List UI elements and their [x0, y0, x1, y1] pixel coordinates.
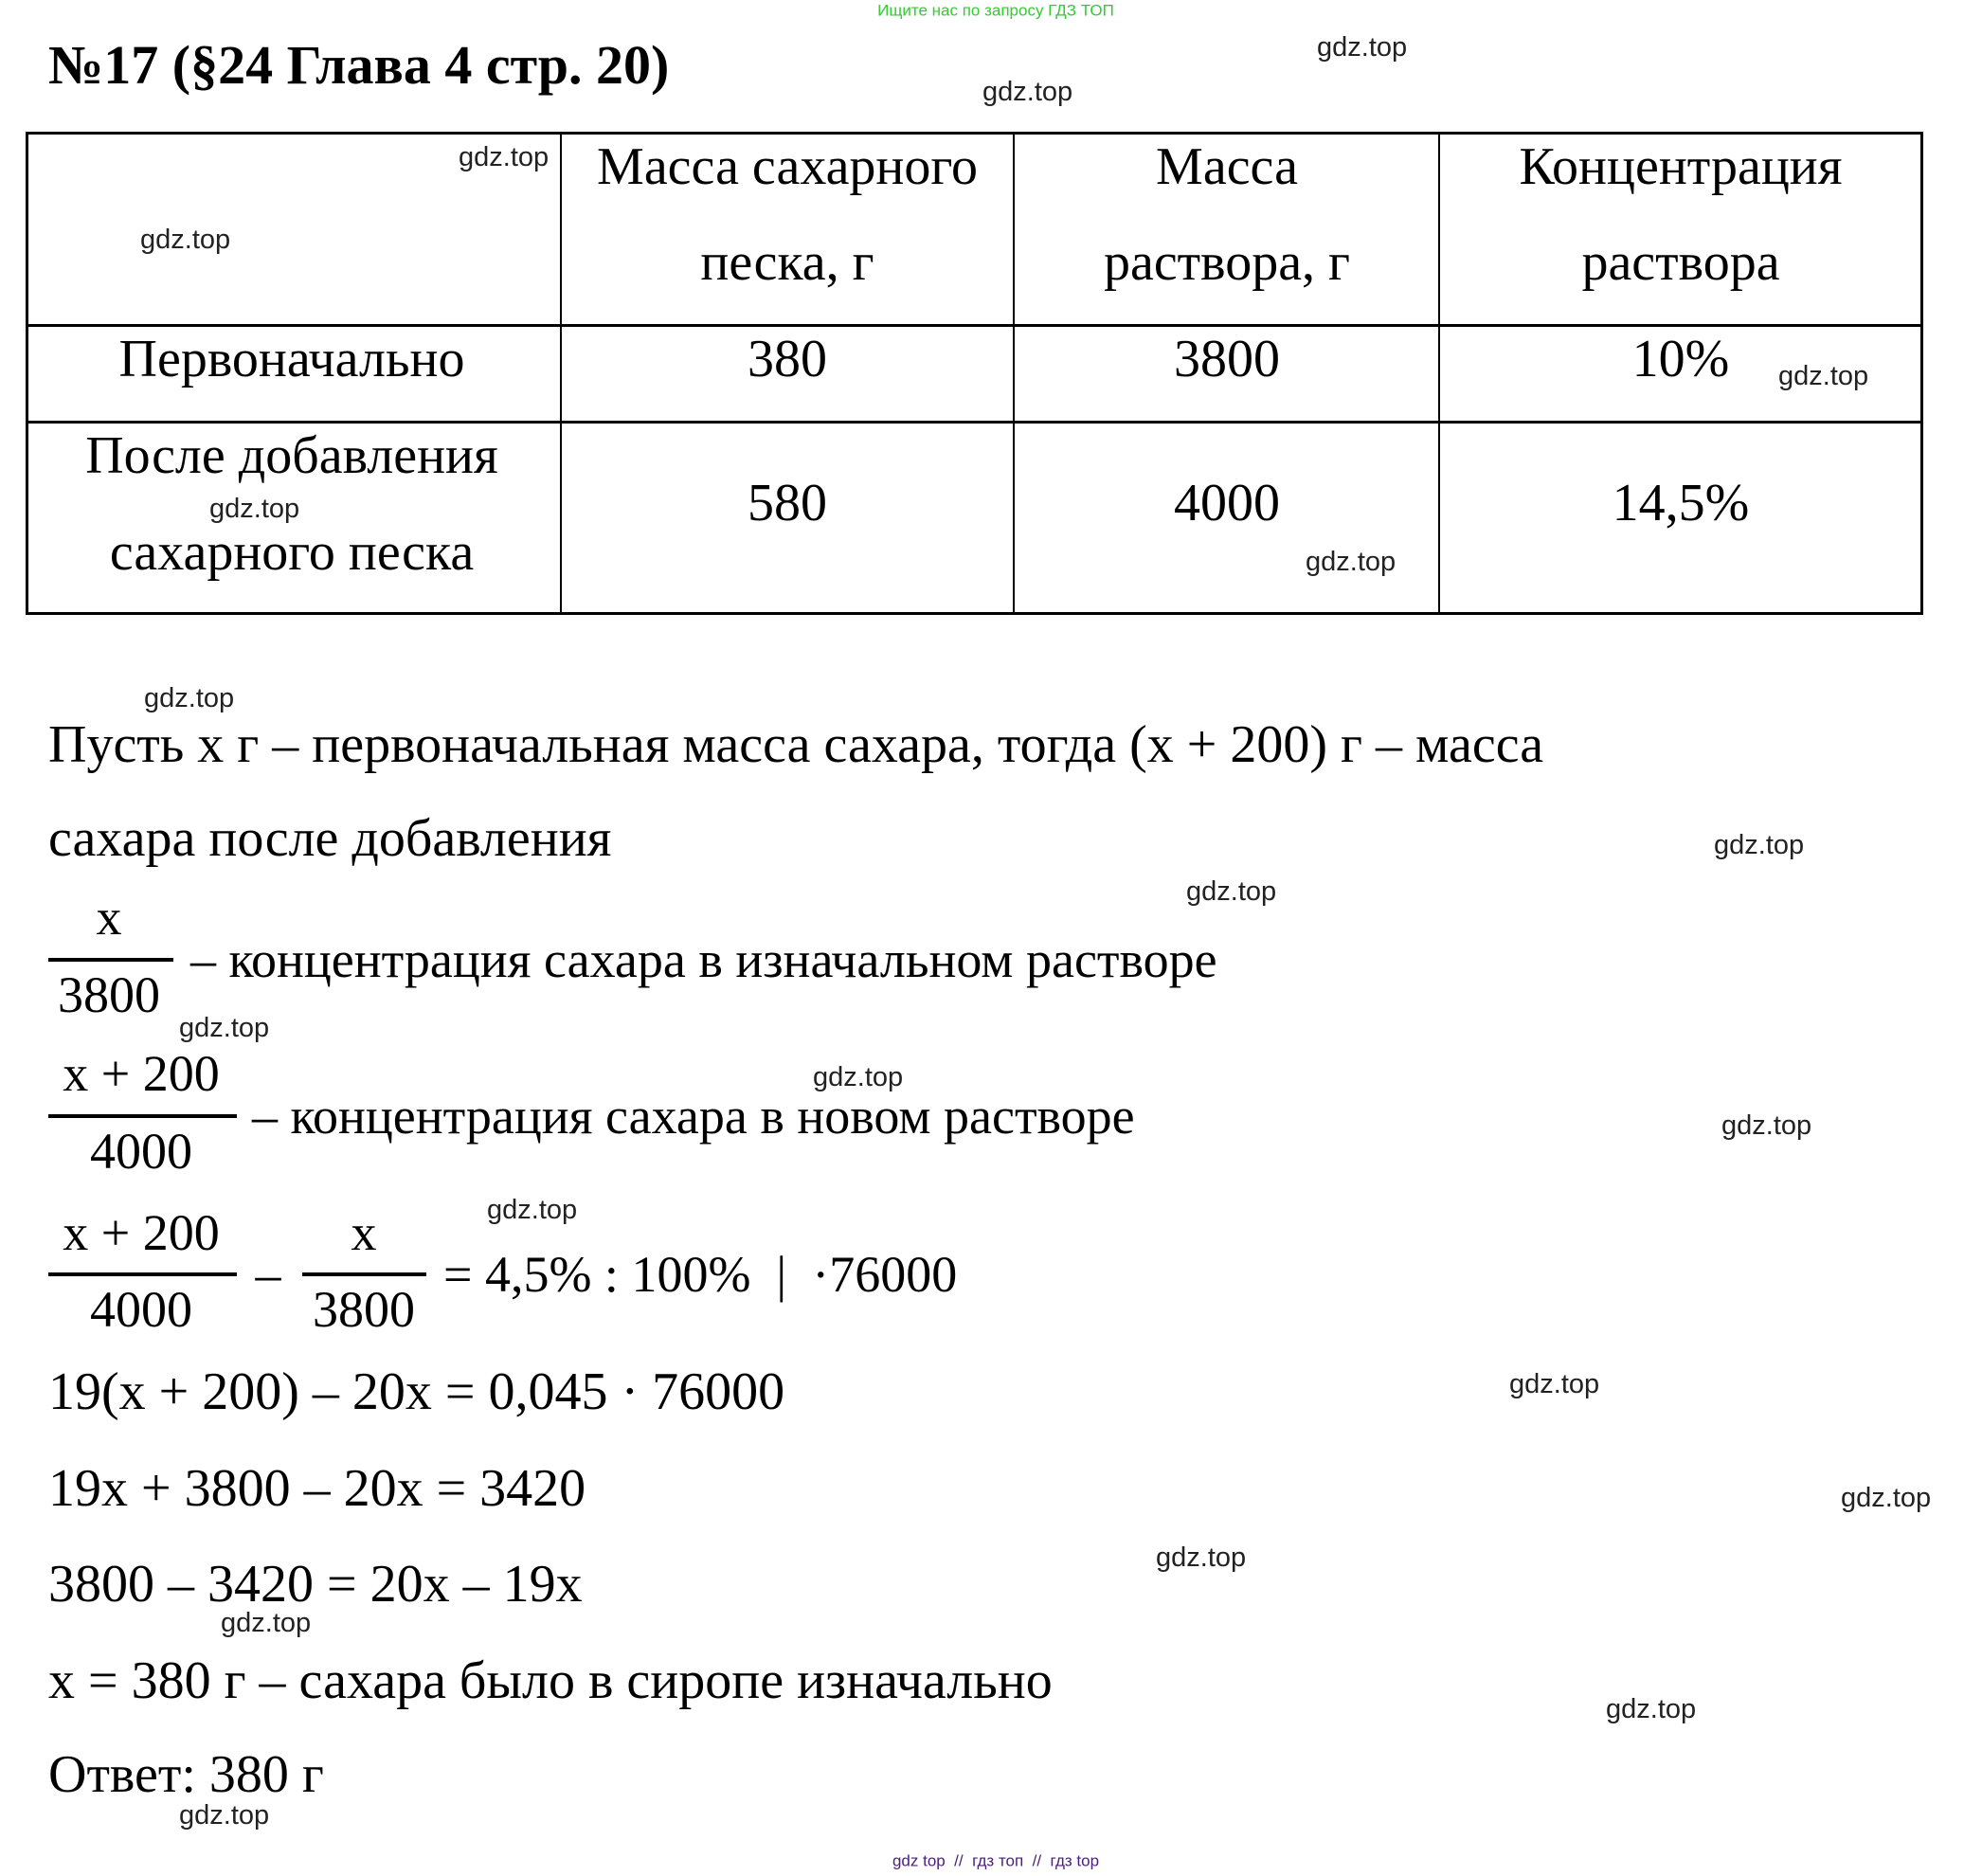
fraction-numerator: x: [351, 1204, 377, 1261]
watermark: gdz.top: [1186, 876, 1277, 907]
cell-concentration: 10%: [1631, 330, 1730, 388]
search-hint: Ищите нас по запросу ГДЗ ТОП: [877, 1, 1114, 20]
header-concentration: Концентрация: [1519, 137, 1843, 196]
fraction-description: – концентрация сахара в новом растворе: [252, 1088, 1135, 1145]
watermark: gdz.top: [1156, 1542, 1247, 1573]
solution-step: x = 380 г – сахара было в сиропе изначально: [48, 1651, 1053, 1710]
fraction-description: – концентрация сахара в изначальном растворе: [190, 931, 1217, 988]
watermark: gdz.top: [459, 142, 550, 172]
header-sugar-mass: Масса сахарного: [597, 137, 978, 196]
table-divider: [26, 324, 1923, 327]
fraction-denominator: 3800: [58, 966, 160, 1023]
watermark: gdz.top: [1714, 830, 1805, 860]
fraction-bar: [302, 1272, 426, 1276]
page-title: №17 (§24 Глава 4 стр. 20): [48, 34, 670, 96]
solution-intro: Пусть x г – первоначальная масса сахара, тогда (x + 200) г – масса: [48, 715, 1544, 774]
solution-step: 19x + 3800 – 20x = 3420: [48, 1459, 586, 1518]
footer-links: gdz top // гдз топ // гдз top: [892, 1851, 1100, 1870]
watermark: gdz.top: [179, 1800, 270, 1831]
watermark: gdz.top: [1721, 1110, 1812, 1141]
header-solution-mass: Масса: [1156, 137, 1298, 196]
header-solution-mass: раствора, г: [1103, 233, 1351, 292]
watermark: gdz.top: [982, 77, 1073, 107]
cell-solution: 4000: [1174, 474, 1280, 532]
answer: Ответ: 380 г: [48, 1745, 324, 1804]
solution-step: 3800 – 3420 = 20x – 19x: [48, 1555, 583, 1614]
row-label: Первоначально: [118, 330, 465, 388]
table-divider: [1438, 132, 1440, 615]
equation-rhs: = 4,5% : 100% | ·76000: [443, 1246, 958, 1303]
table-divider: [26, 421, 1923, 424]
fraction-bar: [48, 1272, 237, 1276]
table-divider: [560, 132, 562, 615]
cell-sugar: 380: [748, 330, 827, 388]
watermark: gdz.top: [1317, 32, 1408, 63]
fraction-numerator: x + 200: [63, 1204, 220, 1261]
cell-solution: 3800: [1174, 330, 1280, 388]
header-concentration: раствора: [1581, 233, 1780, 292]
watermark: gdz.top: [1509, 1369, 1600, 1399]
watermark: gdz.top: [1778, 361, 1869, 391]
fraction-bar: [48, 958, 173, 962]
watermark: gdz.top: [1306, 547, 1396, 577]
fraction-numerator: x + 200: [63, 1045, 220, 1102]
fraction-denominator: 3800: [313, 1281, 415, 1338]
row-label: После добавления: [85, 426, 498, 485]
watermark: gdz.top: [1606, 1694, 1697, 1724]
fraction-denominator: 4000: [90, 1123, 192, 1180]
solution-step: 19(x + 200) – 20x = 0,045 · 76000: [48, 1362, 785, 1421]
watermark: gdz.top: [140, 225, 231, 255]
fraction-numerator: x: [96, 889, 122, 946]
fraction-denominator: 4000: [90, 1281, 192, 1338]
watermark: gdz.top: [487, 1195, 578, 1225]
minus-sign: –: [255, 1246, 281, 1303]
table-divider: [1013, 132, 1015, 615]
cell-sugar: 580: [748, 474, 827, 532]
watermark: gdz.top: [221, 1608, 312, 1638]
fraction-bar: [48, 1114, 237, 1118]
watermark: gdz.top: [179, 1013, 270, 1043]
watermark: gdz.top: [1841, 1483, 1932, 1513]
watermark: gdz.top: [813, 1062, 904, 1092]
row-label: сахарного песка: [109, 523, 475, 582]
solution-intro: сахара после добавления: [48, 809, 612, 868]
header-sugar-mass: песка, г: [700, 233, 874, 292]
watermark: gdz.top: [209, 494, 300, 524]
watermark: gdz.top: [144, 683, 235, 713]
cell-concentration: 14,5%: [1612, 474, 1750, 532]
